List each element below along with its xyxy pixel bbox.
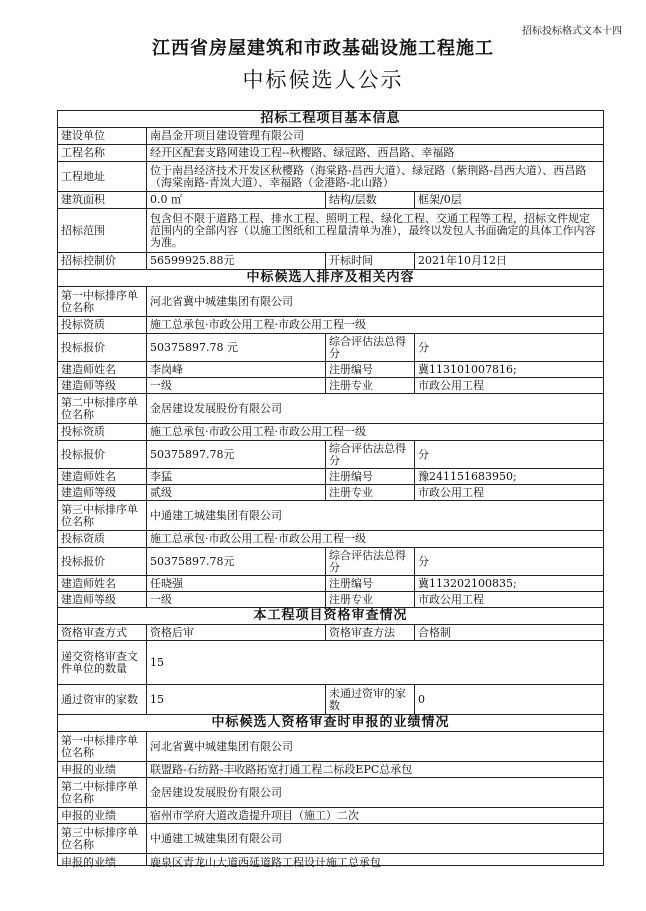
review-approach-value: 合格制 (415, 625, 604, 641)
field-label: 建造师等级 (58, 378, 147, 394)
page-title: 江西省房屋建筑和市政基础设施工程施工 (152, 38, 494, 59)
table-row (58, 334, 604, 362)
field-label: 投标报价 (58, 441, 147, 469)
field-label: 申报的业绩 (58, 762, 147, 778)
table-row (58, 762, 604, 778)
open-time-value: 2021年10月12日 (415, 253, 604, 270)
table-row (58, 128, 604, 145)
section-title: 中标候选人资格审查时申报的业绩情况 (58, 715, 604, 732)
reg-no-value: 冀113101007816; (415, 362, 604, 378)
table-row (58, 641, 604, 685)
field-label: 递交资格审查文件单位的数量 (58, 641, 147, 685)
qualification-value: 施工总承包·市政公用工程·市政公用工程一级 (147, 317, 604, 334)
field-label: 注册专业 (326, 378, 415, 394)
section-title: 招标工程项目基本信息 (58, 111, 604, 128)
section-title: 本工程项目资格审查情况 (58, 608, 604, 625)
performance-row (58, 778, 604, 808)
table-row (58, 808, 604, 824)
field-label: 投标资质 (58, 424, 147, 441)
table-row (58, 317, 604, 334)
area-value: 0.0 ㎡ (147, 192, 326, 209)
table-row (58, 548, 604, 576)
table-row (58, 253, 604, 270)
failed-count-value: 0 (415, 685, 604, 715)
field-label: 投标报价 (58, 334, 147, 362)
company-value: 中通建工城建集团有限公司 (147, 824, 604, 854)
table-row (58, 576, 604, 592)
table-row (58, 162, 604, 192)
field-label: 注册编号 (326, 469, 415, 485)
company-value: 河北省冀中城建集团有限公司 (147, 732, 604, 762)
field-label: 资格审查方式 (58, 625, 147, 641)
candidate-row (58, 394, 604, 424)
field-label: 建筑面积 (58, 192, 147, 209)
field-label: 综合评估法总得分 (326, 441, 415, 469)
passed-count-value: 15 (147, 685, 326, 715)
field-label: 投标报价 (58, 548, 147, 576)
reg-no-value: 冀113202100835; (415, 576, 604, 592)
major-value: 市政公用工程 (415, 485, 604, 501)
price-value: 50375897.78元 (147, 441, 326, 469)
rank-label: 第二中标排序单位名称 (58, 778, 147, 808)
performance-value: 宿州市学府大道改造提升项目（施工）二次 (147, 808, 604, 824)
grade-value: 一级 (147, 378, 326, 394)
table-row (58, 592, 604, 608)
reg-no-value: 豫241151683950; (415, 469, 604, 485)
project-name-value: 经开区配套支路网建设工程--秋樱路、绿冠路、西昌路、幸福路 (147, 145, 604, 162)
table-row (58, 192, 604, 209)
field-label: 开标时间 (326, 253, 415, 270)
review-method-value: 资格后审 (147, 625, 326, 641)
field-label: 工程名称 (58, 145, 147, 162)
announcement-table (57, 110, 604, 869)
table-row (58, 625, 604, 641)
field-label: 建造师等级 (58, 592, 147, 608)
table-row (58, 854, 604, 866)
candidate-row (58, 501, 604, 531)
submitted-count-value: 15 (147, 641, 604, 685)
eval-score-value: 分 (415, 548, 604, 576)
performance-value: 联盟路-石纺路-丰收路拓宽打通工程二标段EPC总承包 (147, 762, 604, 778)
rank-label: 第三中标排序单位名称 (58, 501, 147, 531)
price-value: 50375897.78 元 (147, 334, 326, 362)
section-title: 中标候选人排序及相关内容 (58, 270, 604, 287)
field-label: 综合评估法总得分 (326, 548, 415, 576)
field-label: 注册专业 (326, 592, 415, 608)
qualification-value: 施工总承包·市政公用工程·市政公用工程一级 (147, 531, 604, 548)
eval-score-value: 分 (415, 334, 604, 362)
field-label: 投标资质 (58, 317, 147, 334)
rank-label: 第一中标排序单位名称 (58, 732, 147, 762)
field-label: 招标控制价 (58, 253, 147, 270)
table-row (58, 685, 604, 715)
rank-label: 第三中标排序单位名称 (58, 824, 147, 854)
field-label: 招标范围 (58, 209, 147, 253)
engineer-value: 李岗峰 (147, 362, 326, 378)
builder-value: 南昌金开项目建设管理有限公司 (147, 128, 604, 145)
field-label: 建造师姓名 (58, 362, 147, 378)
section-header-performance (58, 715, 604, 732)
field-label: 建设单位 (58, 128, 147, 145)
structure-value: 框架/0层 (415, 192, 604, 209)
table-row (58, 362, 604, 378)
section-header-review (58, 608, 604, 625)
company-value: 中通建工城建集团有限公司 (147, 501, 604, 531)
field-label: 申报的业绩 (58, 854, 147, 866)
grade-value: 一级 (147, 592, 326, 608)
rank-label: 第二中标排序单位名称 (58, 394, 147, 424)
table-row (58, 531, 604, 548)
table-row (58, 469, 604, 485)
company-value: 河北省冀中城建集团有限公司 (147, 287, 604, 317)
field-label: 注册编号 (326, 362, 415, 378)
section-header-project (58, 111, 604, 128)
field-label: 资格审查方法 (326, 625, 415, 641)
engineer-value: 任晓强 (147, 576, 326, 592)
candidate-row (58, 287, 604, 317)
scope-value: 包含但不限于道路工程、排水工程、照明工程、绿化工程、交通工程等工程，招标文件规定范围内的全部内容（以施工图纸和工程量清单为准），最终以发包人书面确定的具体工作内容为准。 (147, 209, 604, 253)
grade-value: 贰级 (147, 485, 326, 501)
major-value: 市政公用工程 (415, 592, 604, 608)
field-label: 工程地址 (58, 162, 147, 192)
table-row (58, 209, 604, 253)
field-label: 综合评估法总得分 (326, 334, 415, 362)
table-row (58, 441, 604, 469)
performance-row (58, 732, 604, 762)
field-label: 投标资质 (58, 531, 147, 548)
section-header-candidates (58, 270, 604, 287)
table-row (58, 378, 604, 394)
table-row (58, 145, 604, 162)
field-label: 建造师姓名 (58, 576, 147, 592)
field-label: 未通过资审的家数 (326, 685, 415, 715)
company-value: 金居建设发展股份有限公司 (147, 778, 604, 808)
qualification-value: 施工总承包·市政公用工程·市政公用工程一级 (147, 424, 604, 441)
control-price-value: 56599925.88元 (147, 253, 326, 270)
major-value: 市政公用工程 (415, 378, 604, 394)
performance-value: 鹿泉区青龙山大道西延道路工程设计施工总承包 (147, 854, 604, 866)
field-label: 结构/层数 (326, 192, 415, 209)
eval-score-value: 分 (415, 441, 604, 469)
company-value: 金居建设发展股份有限公司 (147, 394, 604, 424)
field-label: 注册编号 (326, 576, 415, 592)
field-label: 申报的业绩 (58, 808, 147, 824)
rank-label: 第一中标排序单位名称 (58, 287, 147, 317)
page-subtitle: 中标候选人公示 (242, 68, 404, 92)
performance-row (58, 824, 604, 854)
field-label: 注册专业 (326, 485, 415, 501)
table-row (58, 424, 604, 441)
price-value: 50375897.78元 (147, 548, 326, 576)
field-label: 建造师等级 (58, 485, 147, 501)
engineer-value: 李猛 (147, 469, 326, 485)
field-label: 通过资审的家数 (58, 685, 147, 715)
field-label: 建造师姓名 (58, 469, 147, 485)
table-row (58, 485, 604, 501)
form-number-note: 招标投标格式文本十四 (522, 26, 622, 37)
address-value: 位于南昌经济技术开发区秋樱路（海棠路-昌西大道）、绿冠路（紫荆路-昌西大道）、西昌路（海棠南路-青岚大道）、幸福路（金港路-北山路） (147, 162, 604, 192)
